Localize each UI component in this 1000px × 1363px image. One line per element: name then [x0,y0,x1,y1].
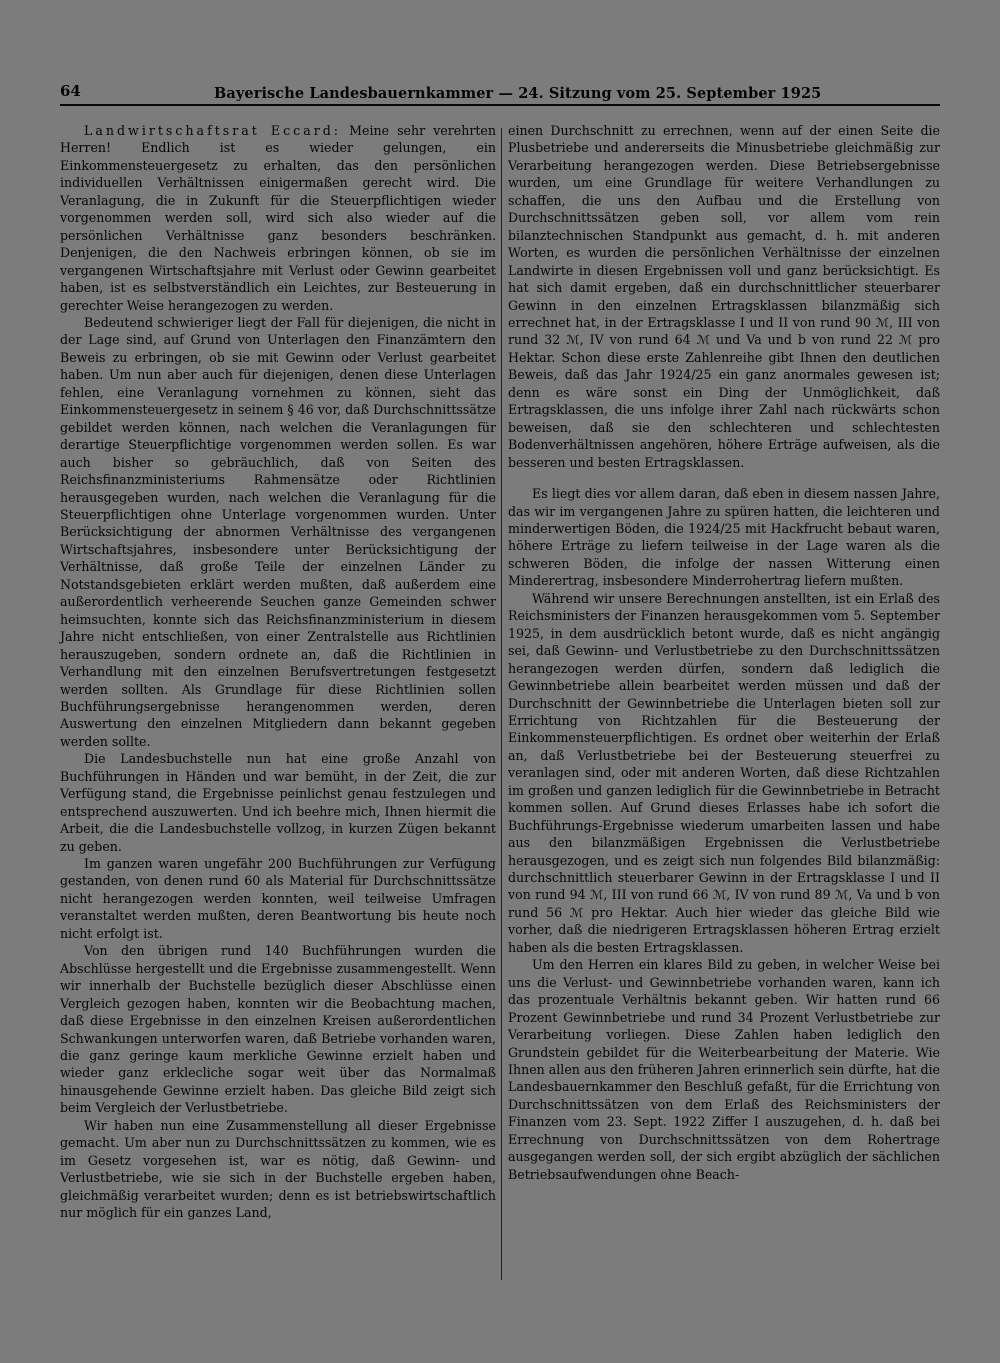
paragraph: Die Landesbuchstelle nun hat eine große Anzahl von Buchführungen in Händen und war bemüht, in der Zeit, die zur Verfügung stand, die Ergebnisse peinlichst genau festzulegen und entsprechend auszuwerten. Und ich beehre mich, Ihnen hiermit die Arbeit, die die Landesbuchstelle vollzog, in kurzen Zügen bekannt zu geben. [60,751,496,854]
running-head: Bayerische Landesbauernkammer — 24. Sitzung vom 25. September 1925 [214,85,822,102]
speaker-name: Landwirtschaftsrat Eccard: [84,123,342,138]
paragraph: Von den übrigen rund 140 Buchführungen wurden die Abschlüsse hergestellt und die Ergebnisse zusammengestellt. Wenn wir innerhalb der Buchstelle bezüglich dieser Abschlüsse einen Vergleich gezogen haben, konnten wir die Beobachtung machen, daß diese Ergebnisse in den einzelnen Kreisen außerordentlichen Schwankungen unterworfen waren, daß Betriebe vorhanden waren, die ganz geringe kaum merkliche Gewinne erzielt haben und wieder ganz erklecliche sogar weit über das Normalmaß hinausgehende Gewinne erzielt haben. Das gleiche Bild zeigt sich beim Vergleich der Verlustbetriebe. [60,943,496,1116]
page-number: 64 [60,82,81,100]
header-rule [60,104,940,106]
paragraph: Bedeutend schwieriger liegt der Fall für diejenigen, die nicht in der Lage sind, auf Grund von Unterlagen den Finanzämtern den Beweis zu erbringen, ob sie mit Gewinn oder Verlust gearbeitet haben. Um nun aber auch für diejenigen, denen diese Unterlagen fehlen, eine Veranlagung vornehmen zu können, sieht das Einkommensteuergesetz in seinem § 46 vor, daß Durchschnittssätze gebildet werden können, nach welchen die Veranlagungen für derartige Steuerpflichtige vorgenommen werden sollen. Es war auch bisher so gebräuchlich, daß von Seiten des Reichsfinanzministeriums Rahmensätze oder Richtlinien herausgegeben wurden, nach welchen die Veranlagung für die Steuerpflichtigen ohne Unterlage vorgenommen wurden. Unter Berücksichtigung der abnormen Verhältnisse des vergangenen Wirtschaftsjahres, insbesondere unter Berücksichtigung der Verhältnisse, daß große Teile der einzelnen Länder zu Notstandsgebieten erklärt werden mußten, daß außerdem eine außerordentlich verheerende Seuchen ganze Gemeinden schwer heimsuchten, konnte sich das Reichsfinanzministerium in diesem Jahre nicht entschließen, von einer Zentralstelle aus Richtlinien herauszugeben, sondern ordnete an, daß die Richtlinien in Verhandlung mit den einzelnen Berufsvertretungen festgesetzt werden sollten. Als Grundlage für diese Richtlinien sollen Buchführungsergebnisse herangenommen werden, deren Auswertung den einzelnen Mitgliedern dann bekannt gegeben werden sollte. [60,314,496,749]
paragraph: Im ganzen waren ungefähr 200 Buchführungen zur Verfügung gestanden, von denen rund 60 als Material für Durchschnittssätze nicht herangezogen werden konnten, weil teilweise Umfragen veranstaltet werden mußten, deren Beantwortung bis heute noch nicht erfolgt ist. [60,856,496,941]
paragraph [60,122,496,314]
paragraph: Während wir unsere Berechnungen anstellten, ist ein Erlaß des Reichsministers der Finanzen herausgekommen vom 5. September 1925, in dem ausdrücklich betont wurde, daß es nicht angängig sei, daß Gewinn- und Verlustbetriebe zu den Durchschnittssätzen herangezogen werden dürfen, sondern daß lediglich die Gewinnbetriebe allein bearbeitet werden müssen und daß der Durchschnitt der Gewinnbetriebe die Unterlagen bieten soll zur Errichtung von Richtzahlen für die Besteuerung der Einkommensteuerpflichtigen. Es ordnet ober weiterhin der Erlaß an, daß Verlustbetriebe bei der Besteuerung steuerfrei zu veranlagen sind, oder mit anderen Worten, daß diese Richtzahlen im großen und ganzen lediglich für die Gewinnbetriebe in Betracht kommen sollen. Auf Grund dieses Erlasses habe ich sofort die Buchführungs-Ergebnisse wiederum umarbeiten lassen und habe aus den bilanzmäßigen Ergebnissen die Verlustbetriebe herausgezogen, und es zeigt sich nun folgendes Bild bilanzmäßig: durchschnittlich steuerbarer Gewinn in der Ertragsklasse I und II von rund 94 ℳ, III von rund 66 ℳ, IV von rund 89 ℳ, Va und b von rund 56 ℳ pro Hektar. Auch hier wieder das gleiche Bild wie vorher, daß die niedrigeren Ertragsklassen höheren Ertrag erzielt haben als die besten Ertragsklassen. [508,590,940,955]
paragraph-text: Meine sehr verehrten Herren! Endlich ist es wieder gelungen, ein Einkommensteuergesetz zu erhalten, das den persönlichen individuellen Verhältnissen einigermaßen gerecht wird. Die Veranlagung, die in Zukunft für die Steuerpflichtigen wieder vorgenommen werden soll, wird sich also wieder auf die persönlichen Verhältnisse ganz besonders beschränken. Denjenigen, die den Nachweis erbringen können, ob sie im vergangenen Wirtschaftsjahre mit Verlust oder Gewinn gearbeitet haben, ist es selbstverständlich ein Leichtes, zur Besteuerung in gerechter Weise herangezogen zu werden. [60,123,496,313]
paragraph: Wir haben nun eine Zusammenstellung all dieser Ergebnisse gemacht. Um aber nun zu Durchschnittssätzen zu kommen, wie es im Gesetz vorgesehen ist, war es nötig, daß Gewinn- und Verlustbetriebe, wie sie sich in der Buchstelle ergeben haben, gleichmäßig verarbeitet wurden; denn es ist betriebswirtschaftlich nur möglich für ein ganzes Land, [60,1117,496,1221]
column-divider [501,128,502,1280]
right-column [508,122,940,1183]
paragraph: Um den Herren ein klares Bild zu geben, in welcher Weise bei uns die Verlust- und Gewinnbetriebe vorhanden waren, kann ich das prozentuale Verhältnis bekannt geben. Wir hatten rund 66 Prozent Gewinnbetriebe und rund 34 Prozent Verlustbetriebe zur Verarbeitung vorliegen. Diese Zahlen haben lediglich den Grundstein gebildet für die Weiterbearbeitung der Materie. Wie Ihnen allen aus den früheren Jahren erinnerlich sein dürfte, hat die Landesbauernkammer den Beschluß gefaßt, für die Errichtung von Durchschnittssätzen von dem Erlaß des Reichsministers der Finanzen vom 23. Sept. 1922 Ziffer I auszugehen, d. h. daß bei Errechnung von Durchschnittssätzen von dem Rohertrage ausgegangen werden soll, der sich ergibt abzüglich der sächlichen Betriebsaufwendungen ohne Beach- [508,957,940,1182]
paragraph: einen Durchschnitt zu errechnen, wenn auf der einen Seite die Plusbetriebe und andererseits die Minusbetriebe gleichmäßig zur Verarbeitung herangezogen werden. Diese Betriebsergebnisse wurden, um eine Grundlage für weitere Verhandlungen zu schaffen, die uns den Aufbau und die Erstellung von Durchschnittssätzen geben soll, vor allem vom rein bilanztechnischen Standpunkt aus gemacht, d. h. mit anderen Worten, es wurden die persönlichen Verhältnisse der einzelnen Landwirte in diesen Ergebnissen voll und ganz berücksichtigt. Es hat sich damit ergeben, daß ein durchschnittlicher steuerbarer Gewinn in den einzelnen Ertragsklassen bilanzmäßig sich errechnet hat, in der Ertragsklasse I und II von rund 90 ℳ, III von rund 32 ℳ, IV von rund 64 ℳ und Va und b von rund 22 ℳ pro Hektar. Schon diese erste Zahlenreihe gibt Ihnen den deutlichen Beweis, daß das Jahr 1924/25 ein ganz anormales gewesen ist; denn es wäre sonst ein Ding der Unmöglichkeit, daß Ertragsklassen, die uns infolge ihrer Zahl nach rückwärts schon beweisen, daß sie den schlechteren und schlechtesten Bodenverhältnissen angehören, höhere Erträge aufweisen, als die besseren und besten Ertragsklassen. [508,123,940,470]
left-column [60,122,496,1222]
paragraph: Es liegt dies vor allem daran, daß eben in diesem nassen Jahre, das wir im vergangenen Jahre zu spüren hatten, die leichteren und minderwertigen Böden, die 1924/25 mit Hackfrucht bebaut waren, höhere Erträge zu liefern teilweise in der Lage waren als die schweren Böden, die infolge der nassen Witterung einen Minderertrag, insbesondere Minderrohertrag liefern mußten. [508,486,940,589]
